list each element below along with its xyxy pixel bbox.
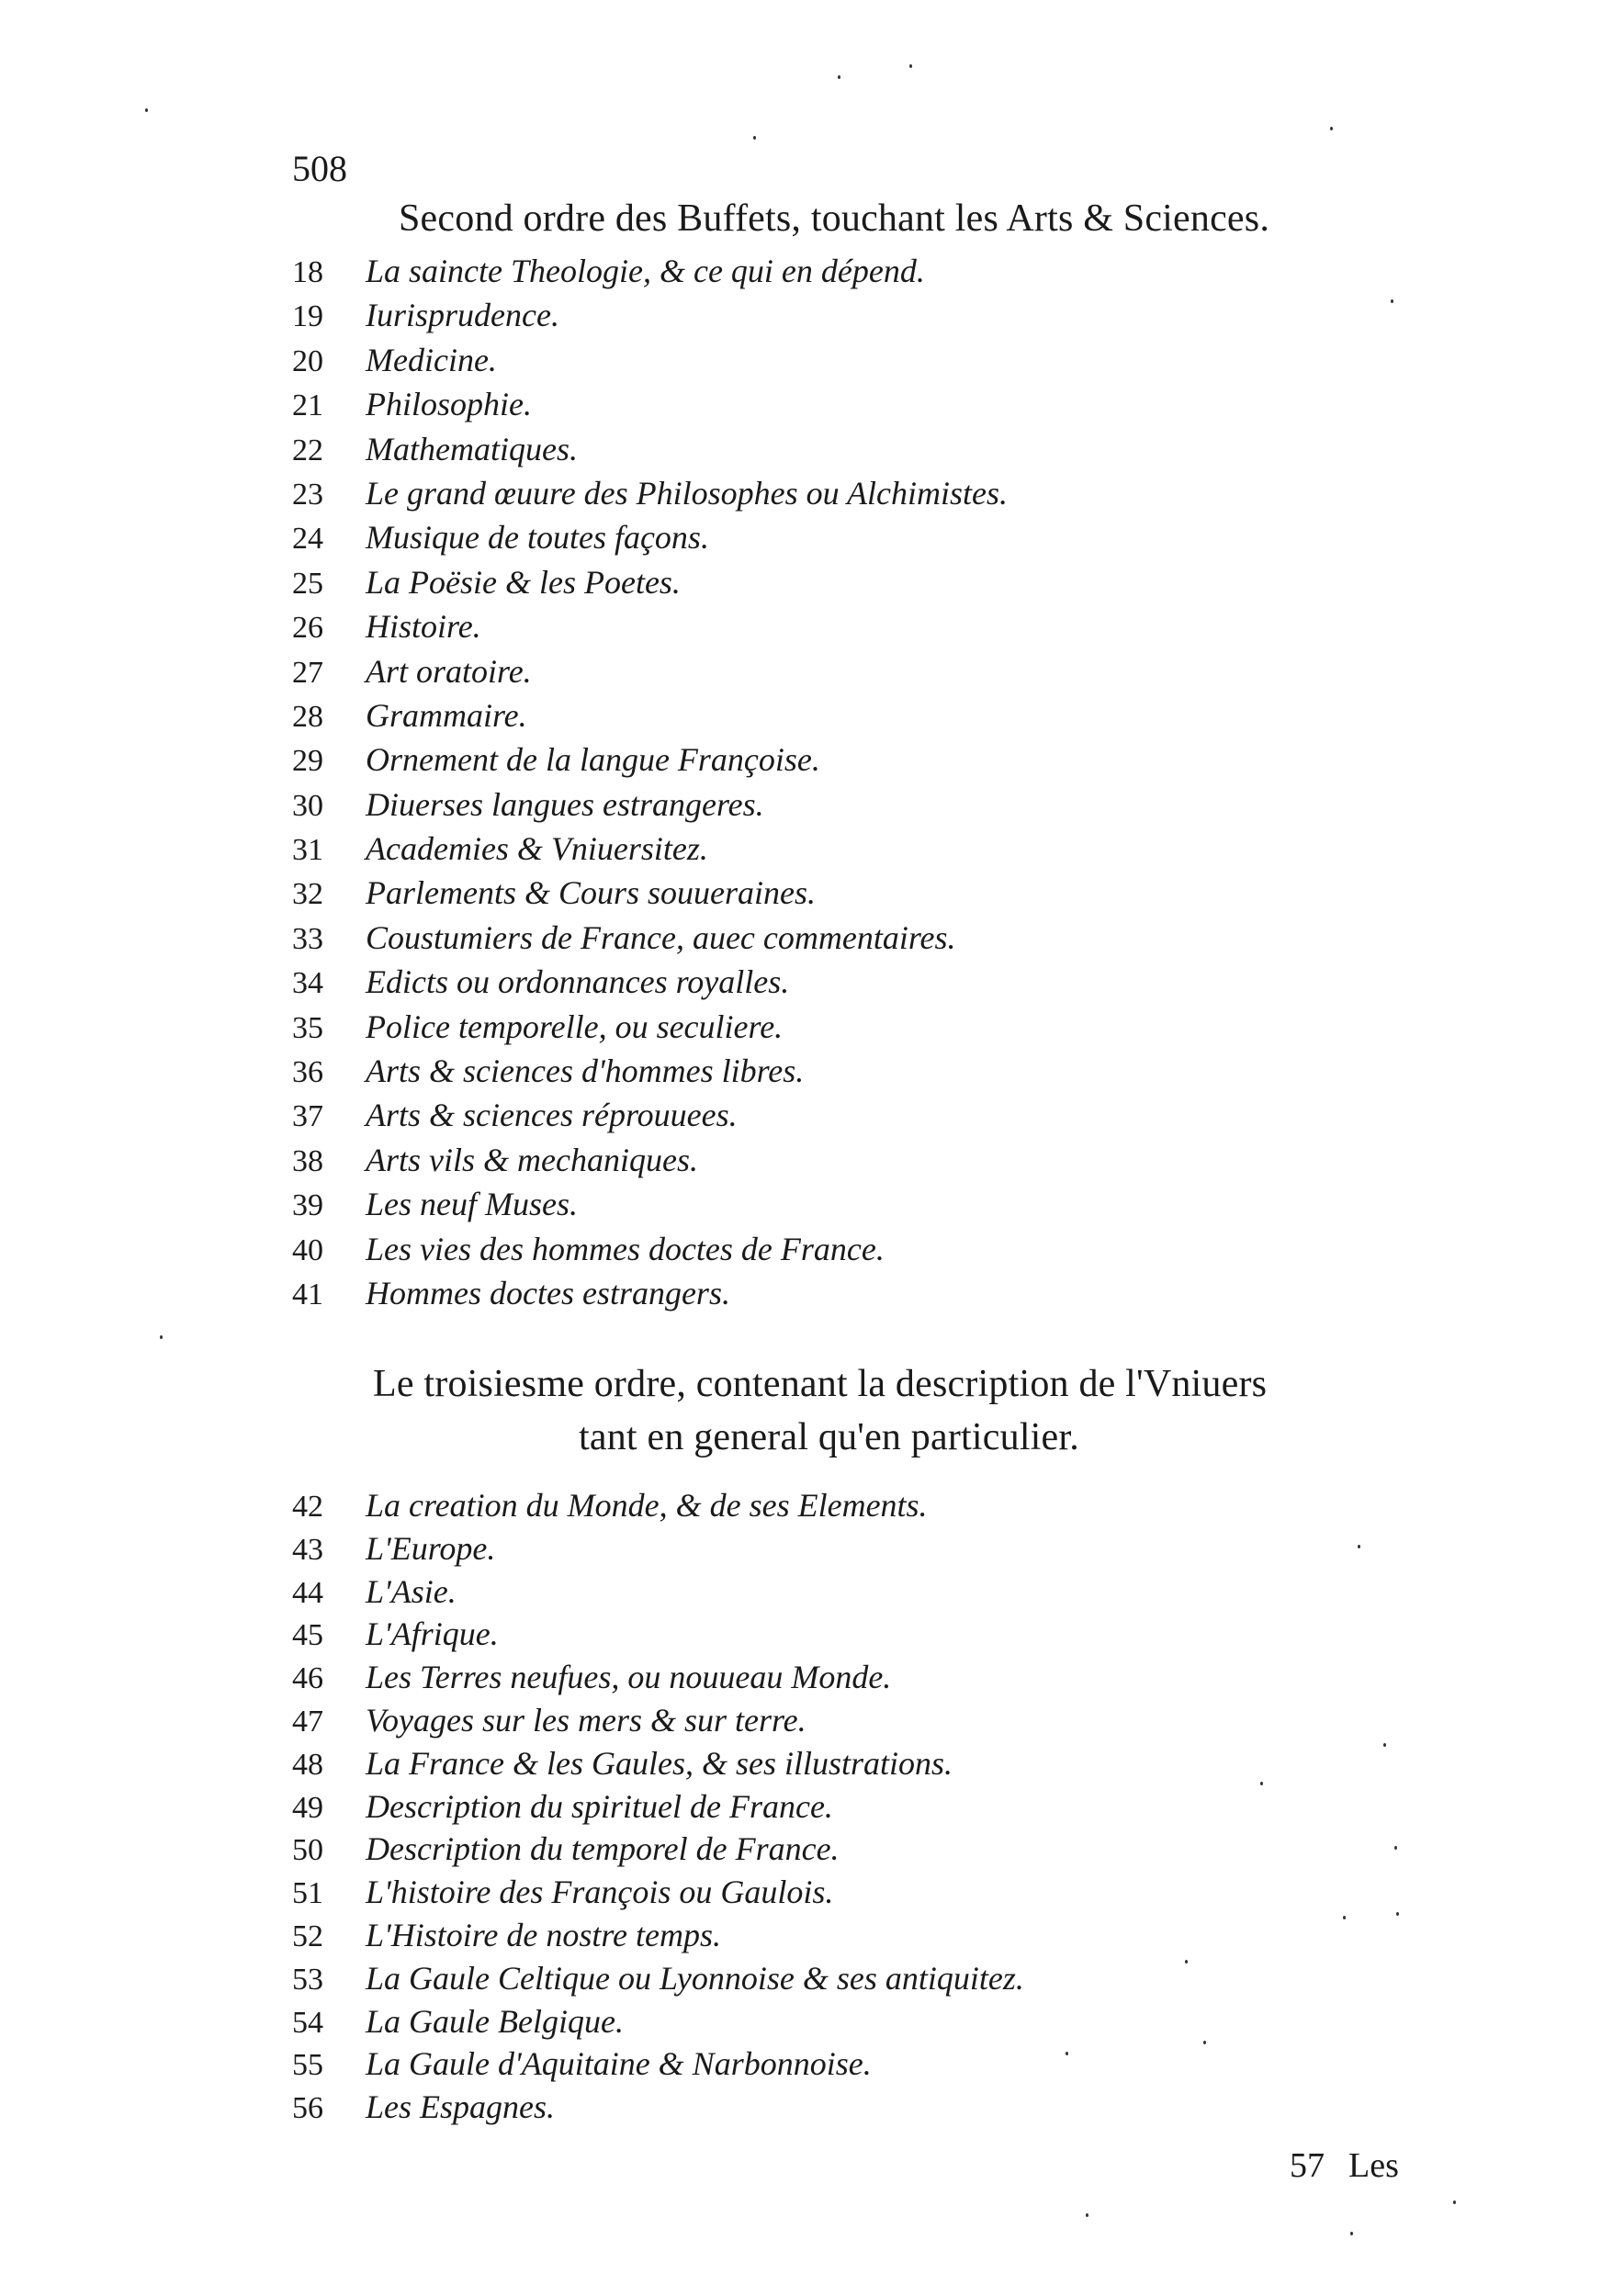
list-item (292, 2086, 1394, 2129)
item-text: Les neuf Muses. (366, 1186, 578, 1223)
item-text: L'Afrique. (366, 1615, 499, 1653)
item-number: 18 (292, 255, 323, 289)
item-text: La saincte Theologie, & ce qui en dépend. (366, 253, 925, 289)
item-number: 39 (292, 1188, 323, 1223)
list-third-order (292, 1484, 1394, 2129)
item-number: 25 (292, 566, 323, 601)
list-item (292, 1227, 1394, 1271)
list-item (292, 1138, 1394, 1182)
item-text: La France & les Gaules, & ses illustrations. (366, 1744, 953, 1782)
item-text: Description du temporel de France. (366, 1830, 840, 1868)
paper-speck (1383, 1743, 1386, 1747)
item-text: Ornement de la langue Françoise. (366, 741, 820, 779)
item-number: 28 (292, 699, 323, 734)
paper-speck (1358, 1545, 1360, 1548)
item-number: 37 (292, 1099, 323, 1134)
item-number: 33 (292, 921, 323, 956)
item-text: Arts & sciences d'hommes libres. (366, 1052, 805, 1090)
item-text: Parlements & Cours souueraines. (366, 874, 816, 912)
item-text: L'Histoire de nostre temps. (366, 1916, 722, 1953)
list-item (292, 782, 1394, 827)
list-item (292, 1527, 1394, 1570)
item-text: Musique de toutes façons. (366, 519, 709, 557)
item-number: 40 (292, 1232, 323, 1267)
item-number: 49 (292, 1790, 323, 1825)
item-number: 26 (292, 611, 323, 646)
item-text: Les Terres neufues, ou nouueau Monde. (366, 1659, 892, 1696)
item-number: 21 (292, 388, 323, 423)
page-number: 508 (292, 148, 347, 189)
item-text: Arts & sciences réprouuees. (366, 1097, 738, 1134)
item-number: 54 (292, 2005, 323, 2040)
item-text: La creation du Monde, & de ses Elements. (366, 1487, 928, 1524)
item-number: 27 (292, 655, 323, 690)
item-number: 34 (292, 966, 323, 1001)
item-number: 47 (292, 1704, 323, 1739)
list-item (292, 1871, 1394, 1914)
item-number: 36 (292, 1055, 323, 1090)
item-text: Art oratoire. (366, 652, 532, 690)
list-item (292, 827, 1394, 871)
item-number: 51 (292, 1876, 323, 1911)
item-text: Medicine. (366, 341, 497, 378)
item-text: Mathematiques. (366, 430, 578, 467)
list-item (292, 2000, 1394, 2043)
item-number: 43 (292, 1532, 323, 1567)
list-item (292, 1182, 1394, 1226)
item-number: 50 (292, 1833, 323, 1868)
paper-speck (1203, 2041, 1206, 2044)
paper-speck (1396, 1912, 1399, 1916)
item-text: Histoire. (366, 608, 481, 646)
catchword-line (1290, 2145, 1423, 2186)
heading-line-2: tant en general qu'en particulier. (579, 1416, 1079, 1458)
list-item (292, 560, 1394, 604)
paper-speck (1453, 2200, 1456, 2204)
item-number: 20 (292, 343, 323, 378)
list-item (292, 1613, 1394, 1656)
paper-speck (1343, 1916, 1346, 1919)
list-item (292, 1742, 1394, 1785)
item-text: Voyages sur les mers & sur terre. (366, 1701, 806, 1739)
item-text: La Gaule Belgique. (366, 2002, 624, 2040)
section-heading-third-order (373, 1357, 1267, 1464)
item-number: 38 (292, 1143, 323, 1178)
list-item (292, 871, 1394, 915)
item-number: 29 (292, 744, 323, 779)
item-number: 48 (292, 1747, 323, 1782)
item-text: La Poësie & les Poetes. (366, 563, 681, 601)
list-second-order (292, 249, 1394, 1315)
list-item (292, 1699, 1394, 1742)
list-item (292, 737, 1394, 782)
list-item (292, 1049, 1394, 1093)
list-item (292, 960, 1394, 1004)
item-text: Philosophie. (366, 386, 532, 423)
list-item (292, 604, 1394, 648)
list-item (292, 382, 1394, 426)
paper-speck (909, 64, 912, 68)
list-item (292, 293, 1394, 337)
list-item (292, 693, 1394, 737)
list-item (292, 916, 1394, 960)
heading-line-1: Le troisiesme ordre, contenant la description de l'Vniuers (373, 1363, 1268, 1405)
catchword-number: 57 (1290, 2146, 1325, 2185)
item-text: Arts vils & mechaniques. (366, 1141, 698, 1178)
item-number: 31 (292, 833, 323, 868)
list-item (292, 1005, 1394, 1049)
item-text: Le grand œuure des Philosophes ou Alchimistes. (366, 474, 1008, 512)
item-text: Hommes doctes estrangers. (366, 1274, 730, 1311)
list-item (292, 249, 1394, 293)
item-text: Edicts ou ordonnances royalles. (366, 963, 790, 1001)
item-number: 56 (292, 2091, 323, 2126)
paper-speck (145, 108, 148, 112)
list-item (292, 1914, 1394, 1957)
paper-speck (1394, 1846, 1397, 1850)
item-number: 45 (292, 1618, 323, 1653)
item-number: 32 (292, 877, 323, 912)
list-item (292, 1484, 1394, 1527)
paper-speck (1330, 127, 1333, 130)
list-item (292, 471, 1394, 515)
list-item (292, 649, 1394, 693)
item-number: 19 (292, 299, 323, 334)
item-number: 30 (292, 788, 323, 823)
list-item (292, 1828, 1394, 1871)
list-item (292, 1093, 1394, 1137)
item-text: Les Espagnes. (366, 2088, 555, 2126)
paper-speck (1350, 2232, 1353, 2235)
list-item (292, 1785, 1394, 1829)
list-item (292, 1656, 1394, 1699)
item-number: 42 (292, 1490, 323, 1524)
item-text: Les vies des hommes doctes de France. (366, 1230, 885, 1267)
item-number: 22 (292, 433, 323, 467)
paper-speck (1066, 2052, 1068, 2055)
list-item (292, 427, 1394, 471)
item-text: Police temporelle, ou seculiere. (366, 1007, 784, 1045)
item-number: 35 (292, 1010, 323, 1045)
item-text: L'Europe. (366, 1529, 496, 1567)
list-item (292, 1957, 1394, 2000)
item-number: 44 (292, 1575, 323, 1610)
item-text: Description du spirituel de France. (366, 1787, 833, 1825)
item-text: L'Asie. (366, 1572, 457, 1610)
catchword: Les (1348, 2146, 1399, 2185)
item-number: 46 (292, 1661, 323, 1696)
paper-speck (1391, 299, 1393, 303)
paper-speck (1260, 1782, 1263, 1785)
item-number: 55 (292, 2048, 323, 2083)
paper-speck (838, 75, 840, 79)
paper-speck (160, 1335, 163, 1339)
list-item (292, 1570, 1394, 1614)
paper-speck (1185, 1960, 1188, 1964)
section-heading-second-order: Second ordre des Buffets, touchant les Arts & Sciences. (399, 197, 1270, 240)
item-text: Coustumiers de France, auec commentaires. (366, 918, 956, 956)
paper-speck (1086, 2213, 1088, 2217)
item-text: La Gaule Celtique ou Lyonnoise & ses antiquitez. (366, 1959, 1024, 1997)
list-item (292, 1271, 1394, 1315)
list-item (292, 338, 1394, 382)
item-number: 41 (292, 1277, 323, 1311)
paper-speck (753, 136, 756, 140)
item-text: L'histoire des François ou Gaulois. (366, 1874, 834, 1911)
item-text: Grammaire. (366, 696, 527, 734)
item-number: 23 (292, 477, 323, 512)
item-text: Diuerses langues estrangeres. (366, 785, 764, 823)
item-number: 53 (292, 1962, 323, 1997)
item-text: Academies & Vniuersitez. (366, 830, 708, 868)
item-number: 52 (292, 1919, 323, 1953)
item-number: 24 (292, 522, 323, 557)
item-text: La Gaule d'Aquitaine & Narbonnoise. (366, 2045, 872, 2083)
list-item (292, 515, 1394, 559)
list-item (292, 2043, 1394, 2086)
item-text: Iurisprudence. (366, 297, 559, 334)
